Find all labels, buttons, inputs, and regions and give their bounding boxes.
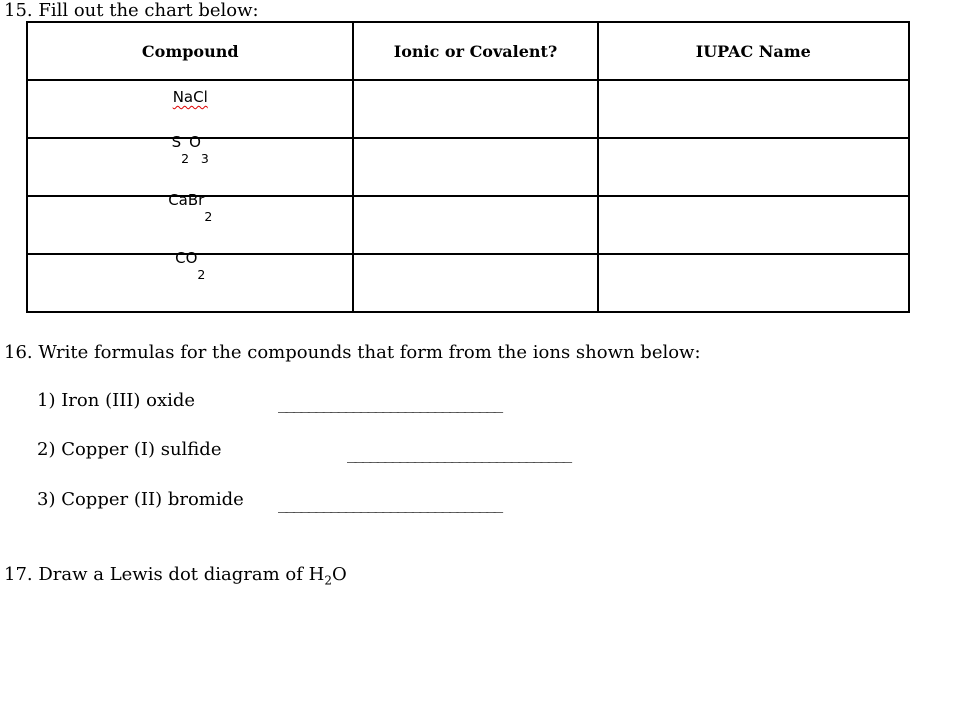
chart-header-row xyxy=(27,22,909,80)
ionic-covalent-answer-cell[interactable] xyxy=(353,254,597,312)
answer-blank-2[interactable]: ______________________________ xyxy=(347,444,570,463)
header-ionic-covalent: Ionic or Covalent? xyxy=(353,22,597,80)
ionic-covalent-answer-cell[interactable] xyxy=(353,138,597,196)
compound-nacl: NaCl xyxy=(27,80,353,138)
compound-cabr2: CaBr$_2$ xyxy=(27,196,353,254)
answer-blank-1[interactable]: ______________________________ xyxy=(278,394,501,413)
table-row xyxy=(27,254,909,312)
iupac-name-answer-cell[interactable] xyxy=(598,254,909,312)
ionic-covalent-answer-cell[interactable] xyxy=(353,196,597,254)
table-row xyxy=(27,80,909,138)
answer-blank-3[interactable]: ______________________________ xyxy=(278,494,501,513)
iupac-name-answer-cell[interactable] xyxy=(598,196,909,254)
question-15-title: 15. Fill out the chart below: xyxy=(4,0,259,21)
header-compound: Compound xyxy=(27,22,353,80)
table-row xyxy=(27,196,909,254)
header-iupac-name: IUPAC Name xyxy=(598,22,909,80)
item-copper-ii-bromide: 3) Copper (II) bromide xyxy=(37,489,244,510)
item-iron-iii-oxide: 1) Iron (III) oxide xyxy=(37,390,196,411)
compound-s2o3: $S_2O_3$ xyxy=(27,138,353,196)
question-17-title: 17. Draw a Lewis dot diagram of $H_2O$ xyxy=(4,564,347,588)
lewis-drawing-area[interactable] xyxy=(0,600,960,720)
compound-co2: $CO_2$ xyxy=(27,254,353,312)
table-row xyxy=(27,138,909,196)
compound-chart xyxy=(26,21,910,313)
iupac-name-answer-cell[interactable] xyxy=(598,138,909,196)
iupac-name-answer-cell[interactable] xyxy=(598,80,909,138)
question-16-title: 16. Write formulas for the compounds that form from the ions shown below: xyxy=(4,342,701,363)
ionic-covalent-answer-cell[interactable] xyxy=(353,80,597,138)
item-copper-i-sulfide: 2) Copper (I) sulfide xyxy=(37,439,222,460)
